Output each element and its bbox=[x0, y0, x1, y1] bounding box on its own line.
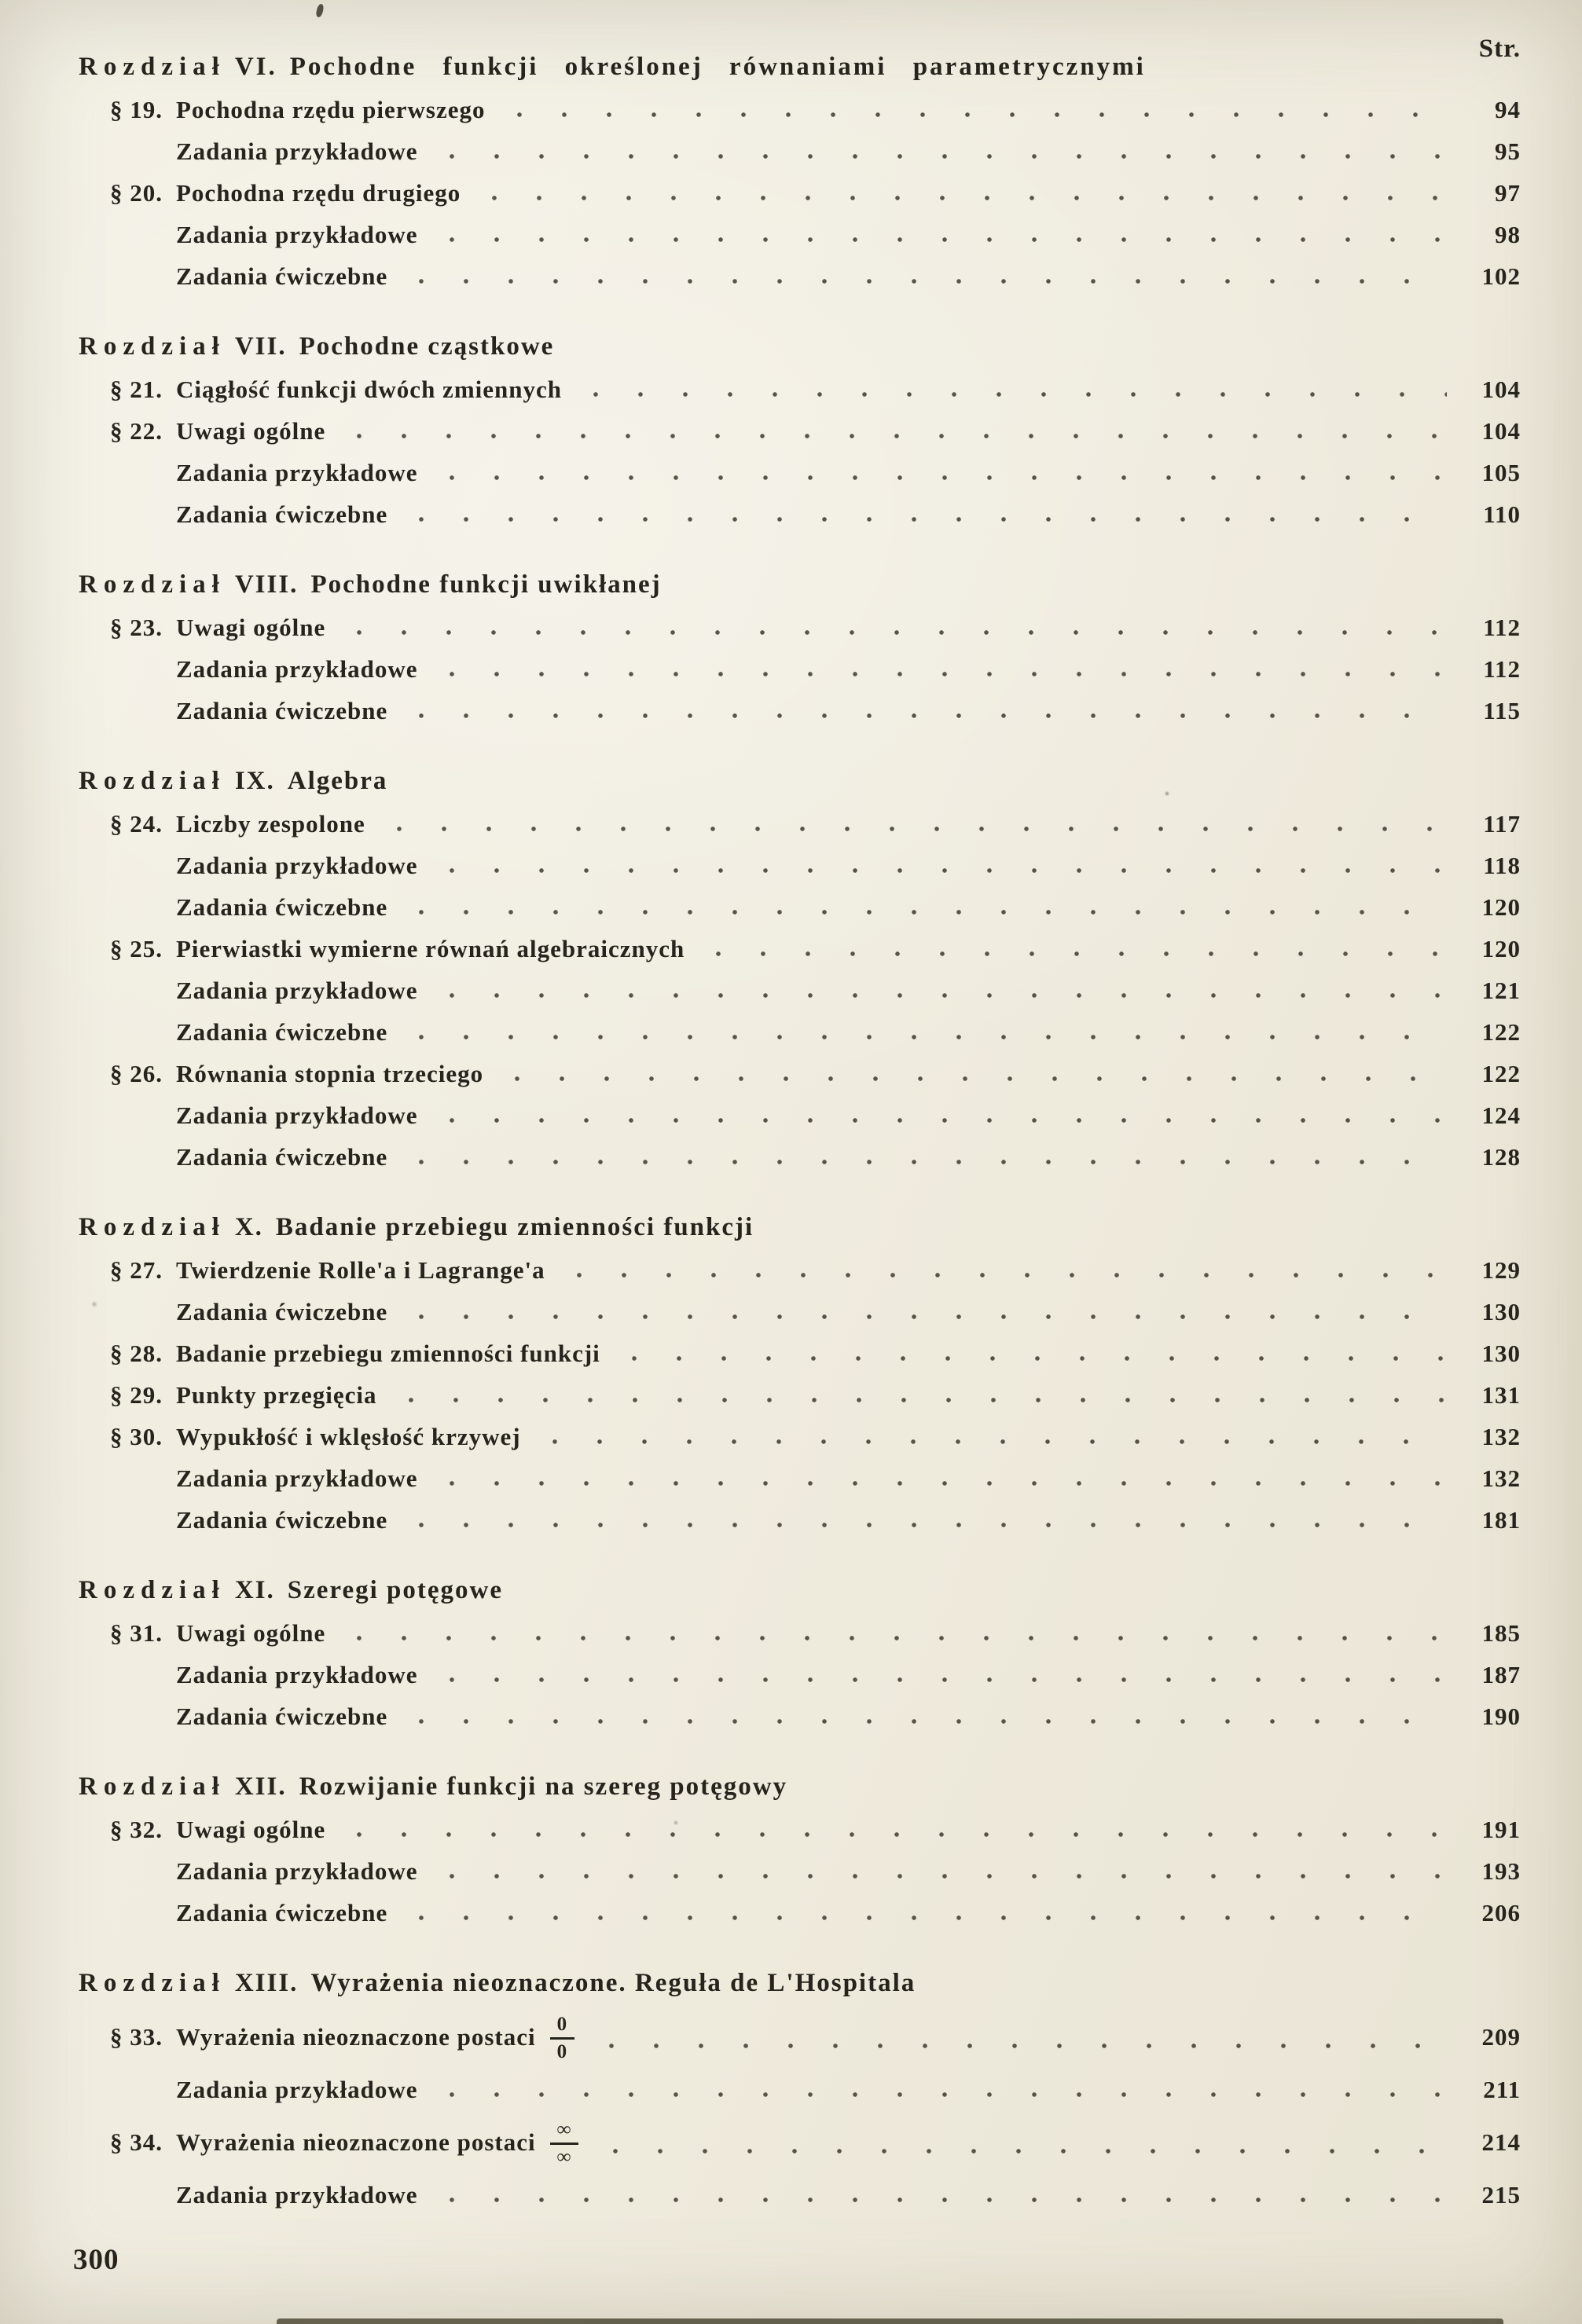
entry-title-text: Zadania przykładowe bbox=[176, 1661, 418, 1688]
dot-leader bbox=[417, 515, 1447, 523]
entry-page-number: 130 bbox=[1481, 1298, 1521, 1325]
entry-page-number: 206 bbox=[1481, 1899, 1521, 1926]
chapter-numeral: XII. bbox=[234, 1772, 287, 1801]
chapter-title: Pochodne funkcji uwikłanej bbox=[310, 570, 662, 599]
entry-title-text: Zadania przykładowe bbox=[176, 852, 418, 879]
chapter-numeral: VI. bbox=[234, 53, 277, 81]
entry-page-number: 130 bbox=[1481, 1340, 1521, 1367]
dot-leader bbox=[417, 1521, 1447, 1529]
dot-leader bbox=[607, 2042, 1447, 2050]
entry-title bbox=[176, 89, 486, 130]
entry-title bbox=[176, 493, 387, 535]
entry-title-text: Zadania przykładowe bbox=[176, 655, 418, 683]
dot-leader bbox=[551, 1438, 1447, 1446]
fraction-denominator: ∞ bbox=[556, 2146, 572, 2168]
entry-title-text: Zadania przykładowe bbox=[176, 1464, 418, 1492]
toc-entry bbox=[79, 803, 1521, 845]
entry-page-number: 190 bbox=[1481, 1703, 1521, 1730]
entry-section-label: § 25. bbox=[110, 935, 163, 962]
entry-title bbox=[176, 607, 325, 648]
entry-page-number: 187 bbox=[1481, 1661, 1521, 1688]
entry-title-text: Zadania przykładowe bbox=[176, 2076, 418, 2103]
entry-title-text: Ciągłość funkcji dwóch zmiennych bbox=[176, 376, 562, 403]
toc-entry bbox=[79, 2174, 1521, 2216]
fraction-denominator: 0 bbox=[556, 2041, 568, 2062]
entry-page-number: 215 bbox=[1481, 2181, 1521, 2209]
chapter-numeral: IX. bbox=[234, 767, 275, 795]
toc-entry bbox=[79, 255, 1521, 297]
entry-title bbox=[176, 1892, 387, 1934]
toc-chapter bbox=[79, 760, 1521, 1178]
chapter-title: Rozwijanie funkcji na szereg potęgowy bbox=[299, 1772, 788, 1801]
entry-title bbox=[176, 648, 418, 690]
dot-leader bbox=[448, 1872, 1447, 1880]
chapter-heading bbox=[79, 760, 1521, 803]
entry-title bbox=[176, 803, 365, 845]
dot-leader bbox=[417, 1033, 1447, 1041]
dot-leader bbox=[417, 1158, 1447, 1166]
entry-title bbox=[176, 2174, 418, 2216]
dot-leader bbox=[417, 277, 1447, 285]
toc-entry bbox=[79, 1094, 1521, 1136]
chapter-keyword-label: Rozdział bbox=[79, 332, 226, 361]
entry-page-number: 97 bbox=[1495, 179, 1521, 207]
page-column-header-str: Str. bbox=[1478, 35, 1521, 63]
entry-title bbox=[176, 1053, 483, 1094]
entry-title-text: Zadania ćwiczebne bbox=[176, 1703, 388, 1730]
chapter-heading bbox=[79, 563, 1521, 607]
fraction-numerator: 0 bbox=[550, 2014, 575, 2040]
entry-title-text: Badanie przebiegu zmienności funkcji bbox=[176, 1340, 600, 1367]
entry-title-text: Twierdzenie Rolle'a i Lagrange'a bbox=[176, 1256, 545, 1284]
entry-page-number: 122 bbox=[1481, 1060, 1521, 1087]
toc-chapter bbox=[79, 1765, 1521, 1934]
toc-entry bbox=[79, 2110, 1521, 2174]
entry-title-text: Zadania przykładowe bbox=[176, 137, 418, 165]
toc-chapter bbox=[79, 1962, 1521, 2216]
chapter-keyword-label: Rozdział bbox=[79, 53, 226, 81]
chapter-title: Wyrażenia nieoznaczone. Reguła de L'Hospitala bbox=[310, 1969, 916, 1997]
dot-leader bbox=[417, 1717, 1447, 1725]
toc-entry bbox=[79, 928, 1521, 970]
entry-title bbox=[176, 452, 418, 493]
toc-chapter bbox=[79, 325, 1521, 535]
chapter-heading bbox=[79, 1765, 1521, 1809]
entry-title bbox=[176, 1499, 387, 1541]
entry-section-label: § 20. bbox=[110, 179, 163, 207]
entry-title-text: Pochodna rzędu pierwszego bbox=[176, 96, 486, 123]
entry-title-text: Zadania ćwiczebne bbox=[176, 1899, 388, 1926]
page-footer-number: 300 bbox=[73, 2244, 119, 2276]
dot-leader bbox=[417, 908, 1447, 916]
entry-page-number: 214 bbox=[1481, 2128, 1521, 2156]
entry-title bbox=[176, 1695, 387, 1737]
fraction-numerator: ∞ bbox=[550, 2119, 579, 2145]
chapter-title: Pochodne funkcji określonej równaniami parametrycznymi bbox=[289, 53, 1146, 81]
dot-leader bbox=[417, 1914, 1447, 1922]
toc bbox=[79, 46, 1521, 2216]
entry-page-number: 112 bbox=[1483, 655, 1521, 683]
entry-page-number: 118 bbox=[1483, 852, 1521, 879]
toc-entry bbox=[79, 1249, 1521, 1291]
dot-leader bbox=[516, 111, 1447, 119]
dot-leader bbox=[355, 432, 1447, 440]
entry-title bbox=[176, 2012, 578, 2062]
entry-title-text: Równania stopnia trzeciego bbox=[176, 1060, 484, 1087]
toc-chapter bbox=[79, 46, 1521, 297]
entry-title-text: Zadania przykładowe bbox=[176, 1857, 418, 1885]
entry-section-label: § 31. bbox=[110, 1619, 163, 1647]
dot-leader bbox=[575, 1271, 1447, 1279]
entry-section-label: § 26. bbox=[110, 1060, 163, 1087]
dot-leader bbox=[592, 390, 1447, 398]
entry-title bbox=[176, 845, 418, 886]
toc-entry bbox=[79, 1850, 1521, 1892]
dot-leader bbox=[407, 1396, 1448, 1404]
toc-entry bbox=[79, 1654, 1521, 1695]
dot-leader bbox=[448, 1479, 1447, 1487]
entry-title bbox=[176, 1011, 387, 1053]
scan-edge-artifact bbox=[277, 2319, 1503, 2324]
entry-section-label: § 28. bbox=[110, 1340, 163, 1367]
dot-leader bbox=[611, 2147, 1447, 2155]
dot-leader bbox=[714, 950, 1447, 958]
chapter-heading bbox=[79, 1569, 1521, 1612]
entry-title bbox=[176, 1850, 418, 1892]
entry-title bbox=[176, 214, 418, 255]
entry-page-number: 124 bbox=[1481, 1102, 1521, 1129]
entry-title-text: Zadania ćwiczebne bbox=[176, 262, 388, 290]
entry-title bbox=[176, 1809, 325, 1850]
entry-section-label: § 19. bbox=[110, 96, 163, 123]
entry-title bbox=[176, 1416, 521, 1457]
toc-entry bbox=[79, 452, 1521, 493]
entry-page-number: 122 bbox=[1481, 1018, 1521, 1046]
toc-entry bbox=[79, 368, 1521, 410]
dot-leader bbox=[448, 2091, 1447, 2099]
scan-speck-artifact bbox=[315, 3, 325, 17]
chapter-title: Badanie przebiegu zmienności funkcji bbox=[275, 1213, 754, 1241]
entry-section-label: § 21. bbox=[110, 376, 163, 403]
toc-entry bbox=[79, 1416, 1521, 1457]
dot-leader bbox=[417, 712, 1447, 720]
entry-page-number: 105 bbox=[1481, 459, 1521, 486]
toc-entry bbox=[79, 172, 1521, 214]
entry-title-text: Zadania przykładowe bbox=[176, 221, 418, 248]
entry-title-text: Zadania ćwiczebne bbox=[176, 500, 388, 528]
entry-title-text: Zadania przykładowe bbox=[176, 977, 418, 1004]
toc-entry bbox=[79, 690, 1521, 731]
dot-leader bbox=[513, 1075, 1447, 1083]
entry-title-text: Pierwiastki wymierne równań algebraicznych bbox=[176, 935, 685, 962]
fraction bbox=[550, 2119, 579, 2168]
toc-entry bbox=[79, 214, 1521, 255]
toc-entry bbox=[79, 1457, 1521, 1499]
entry-section-label: § 24. bbox=[110, 810, 163, 838]
entry-title bbox=[176, 1457, 418, 1499]
toc-entry bbox=[79, 410, 1521, 452]
toc-entry bbox=[79, 1892, 1521, 1934]
toc-entry bbox=[79, 1053, 1521, 1094]
entry-title-text: Zadania ćwiczebne bbox=[176, 1143, 388, 1171]
entry-page-number: 102 bbox=[1481, 262, 1521, 290]
entry-title bbox=[176, 970, 418, 1011]
entry-page-number: 120 bbox=[1481, 893, 1521, 921]
entry-page-number: 98 bbox=[1495, 221, 1521, 248]
chapter-numeral: XI. bbox=[234, 1576, 275, 1604]
entry-section-label: § 32. bbox=[110, 1816, 163, 1843]
entry-page-number: 117 bbox=[1483, 810, 1521, 838]
entry-section-label: § 33. bbox=[110, 2023, 163, 2051]
entry-title bbox=[176, 928, 685, 970]
toc-entry bbox=[79, 886, 1521, 928]
entry-title-text: Wyrażenia nieoznaczone postaci bbox=[176, 2023, 536, 2051]
entry-title-text: Uwagi ogólne bbox=[176, 1816, 326, 1843]
entry-title-text: Uwagi ogólne bbox=[176, 417, 326, 445]
chapter-keyword-label: Rozdział bbox=[79, 1772, 226, 1801]
toc-entry bbox=[79, 1695, 1521, 1737]
dot-leader bbox=[395, 825, 1447, 833]
toc-entry bbox=[79, 1332, 1521, 1374]
toc-chapter bbox=[79, 1569, 1521, 1737]
chapter-numeral: XIII. bbox=[234, 1969, 299, 1997]
entry-page-number: 104 bbox=[1481, 417, 1521, 445]
chapter-title: Pochodne cząstkowe bbox=[299, 332, 555, 361]
entry-title bbox=[176, 172, 461, 214]
toc-entry bbox=[79, 1612, 1521, 1654]
entry-page-number: 115 bbox=[1483, 697, 1521, 724]
toc-entry bbox=[79, 970, 1521, 1011]
entry-page-number: 132 bbox=[1481, 1423, 1521, 1450]
entry-section-label: § 30. bbox=[110, 1423, 163, 1450]
toc-entry bbox=[79, 1291, 1521, 1332]
toc-entry bbox=[79, 130, 1521, 172]
entry-section-label: § 27. bbox=[110, 1256, 163, 1284]
entry-title-text: Zadania ćwiczebne bbox=[176, 1018, 388, 1046]
entry-title-text: Punkty przegięcia bbox=[176, 1381, 377, 1409]
chapter-keyword-label: Rozdział bbox=[79, 1969, 226, 1997]
toc-chapter bbox=[79, 1206, 1521, 1541]
chapter-numeral: X. bbox=[234, 1213, 263, 1241]
chapter-keyword-label: Rozdział bbox=[79, 1576, 226, 1604]
dot-leader bbox=[355, 1831, 1447, 1838]
dot-leader bbox=[630, 1354, 1447, 1362]
toc-entry bbox=[79, 2005, 1521, 2069]
entry-title bbox=[176, 255, 387, 297]
entry-title bbox=[176, 130, 418, 172]
entry-title bbox=[176, 1094, 418, 1136]
entry-title bbox=[176, 1654, 418, 1695]
chapter-keyword-label: Rozdział bbox=[79, 767, 226, 795]
toc-entry bbox=[79, 1499, 1521, 1541]
dot-leader bbox=[448, 670, 1447, 678]
chapter-keyword-label: Rozdział bbox=[79, 570, 226, 599]
toc-entry bbox=[79, 845, 1521, 886]
dot-leader bbox=[448, 236, 1447, 244]
chapter-heading bbox=[79, 325, 1521, 368]
entry-title bbox=[176, 1374, 377, 1416]
entry-title bbox=[176, 1136, 387, 1178]
chapter-heading bbox=[79, 46, 1521, 89]
entry-title-text: Zadania ćwiczebne bbox=[176, 893, 388, 921]
entry-page-number: 128 bbox=[1481, 1143, 1521, 1171]
entry-title bbox=[176, 2117, 582, 2167]
dot-leader bbox=[355, 1634, 1447, 1642]
entry-title-text: Zadania przykładowe bbox=[176, 459, 418, 486]
chapter-title: Algebra bbox=[287, 767, 388, 795]
entry-title-text: Zadania przykładowe bbox=[176, 2181, 418, 2209]
chapter-heading bbox=[79, 1206, 1521, 1249]
entry-page-number: 209 bbox=[1481, 2023, 1521, 2051]
entry-page-number: 211 bbox=[1483, 2076, 1521, 2103]
entry-title-text: Wyrażenia nieoznaczone postaci bbox=[176, 2128, 536, 2156]
entry-title-text: Zadania przykładowe bbox=[176, 1102, 418, 1129]
entry-title bbox=[176, 1612, 325, 1654]
entry-title bbox=[176, 410, 325, 452]
entry-title bbox=[176, 1249, 545, 1291]
entry-title bbox=[176, 1332, 600, 1374]
entry-page-number: 132 bbox=[1481, 1464, 1521, 1492]
dot-leader bbox=[448, 474, 1447, 482]
toc-entry bbox=[79, 1136, 1521, 1178]
dot-leader bbox=[448, 992, 1447, 999]
dot-leader bbox=[490, 194, 1447, 202]
toc-entry bbox=[79, 1011, 1521, 1053]
entry-section-label: § 34. bbox=[110, 2128, 163, 2156]
entry-section-label: § 29. bbox=[110, 1381, 163, 1409]
entry-title bbox=[176, 886, 387, 928]
entry-page-number: 110 bbox=[1483, 500, 1521, 528]
entry-section-label: § 23. bbox=[110, 614, 163, 641]
dot-leader bbox=[448, 2196, 1447, 2204]
fraction bbox=[550, 2014, 575, 2063]
entry-page-number: 120 bbox=[1481, 935, 1521, 962]
entry-title bbox=[176, 1291, 387, 1332]
entry-title-text: Liczby zespolone bbox=[176, 810, 365, 838]
dot-leader bbox=[448, 1116, 1447, 1124]
entry-title-text: Uwagi ogólne bbox=[176, 1619, 326, 1647]
dot-leader bbox=[448, 152, 1447, 160]
chapter-keyword-label: Rozdział bbox=[79, 1213, 226, 1241]
entry-title-text: Zadania ćwiczebne bbox=[176, 1298, 388, 1325]
entry-title-text: Uwagi ogólne bbox=[176, 614, 326, 641]
entry-page-number: 193 bbox=[1481, 1857, 1521, 1885]
entry-page-number: 185 bbox=[1481, 1619, 1521, 1647]
chapter-heading bbox=[79, 1962, 1521, 2005]
entry-title-text: Pochodna rzędu drugiego bbox=[176, 179, 461, 207]
entry-title bbox=[176, 368, 562, 410]
dot-leader bbox=[417, 1313, 1447, 1321]
entry-title-text: Wypukłość i wklęsłość krzywej bbox=[176, 1423, 521, 1450]
entry-title bbox=[176, 690, 387, 731]
entry-page-number: 129 bbox=[1481, 1256, 1521, 1284]
chapter-title: Szeregi potęgowe bbox=[287, 1576, 503, 1604]
entry-page-number: 112 bbox=[1483, 614, 1521, 641]
entry-page-number: 95 bbox=[1495, 137, 1521, 165]
toc-entry bbox=[79, 607, 1521, 648]
entry-page-number: 121 bbox=[1481, 977, 1521, 1004]
entry-section-label: § 22. bbox=[110, 417, 163, 445]
toc-entry bbox=[79, 648, 1521, 690]
entry-page-number: 131 bbox=[1481, 1381, 1521, 1409]
dot-leader bbox=[448, 867, 1447, 874]
entry-title-text: Zadania ćwiczebne bbox=[176, 697, 388, 724]
entry-page-number: 191 bbox=[1481, 1816, 1521, 1843]
dot-leader bbox=[355, 629, 1447, 636]
toc-entry bbox=[79, 1374, 1521, 1416]
toc-entry bbox=[79, 1809, 1521, 1850]
toc-chapter bbox=[79, 563, 1521, 731]
chapter-numeral: VIII. bbox=[234, 570, 299, 599]
entry-page-number: 94 bbox=[1495, 96, 1521, 123]
entry-title-text: Zadania ćwiczebne bbox=[176, 1506, 388, 1534]
dot-leader bbox=[448, 1676, 1447, 1684]
entry-page-number: 181 bbox=[1481, 1506, 1521, 1534]
chapter-numeral: VII. bbox=[234, 332, 287, 361]
entry-page-number: 104 bbox=[1481, 376, 1521, 403]
entry-title bbox=[176, 2069, 418, 2110]
toc-entry bbox=[79, 2069, 1521, 2110]
toc-entry bbox=[79, 89, 1521, 130]
toc-entry bbox=[79, 493, 1521, 535]
